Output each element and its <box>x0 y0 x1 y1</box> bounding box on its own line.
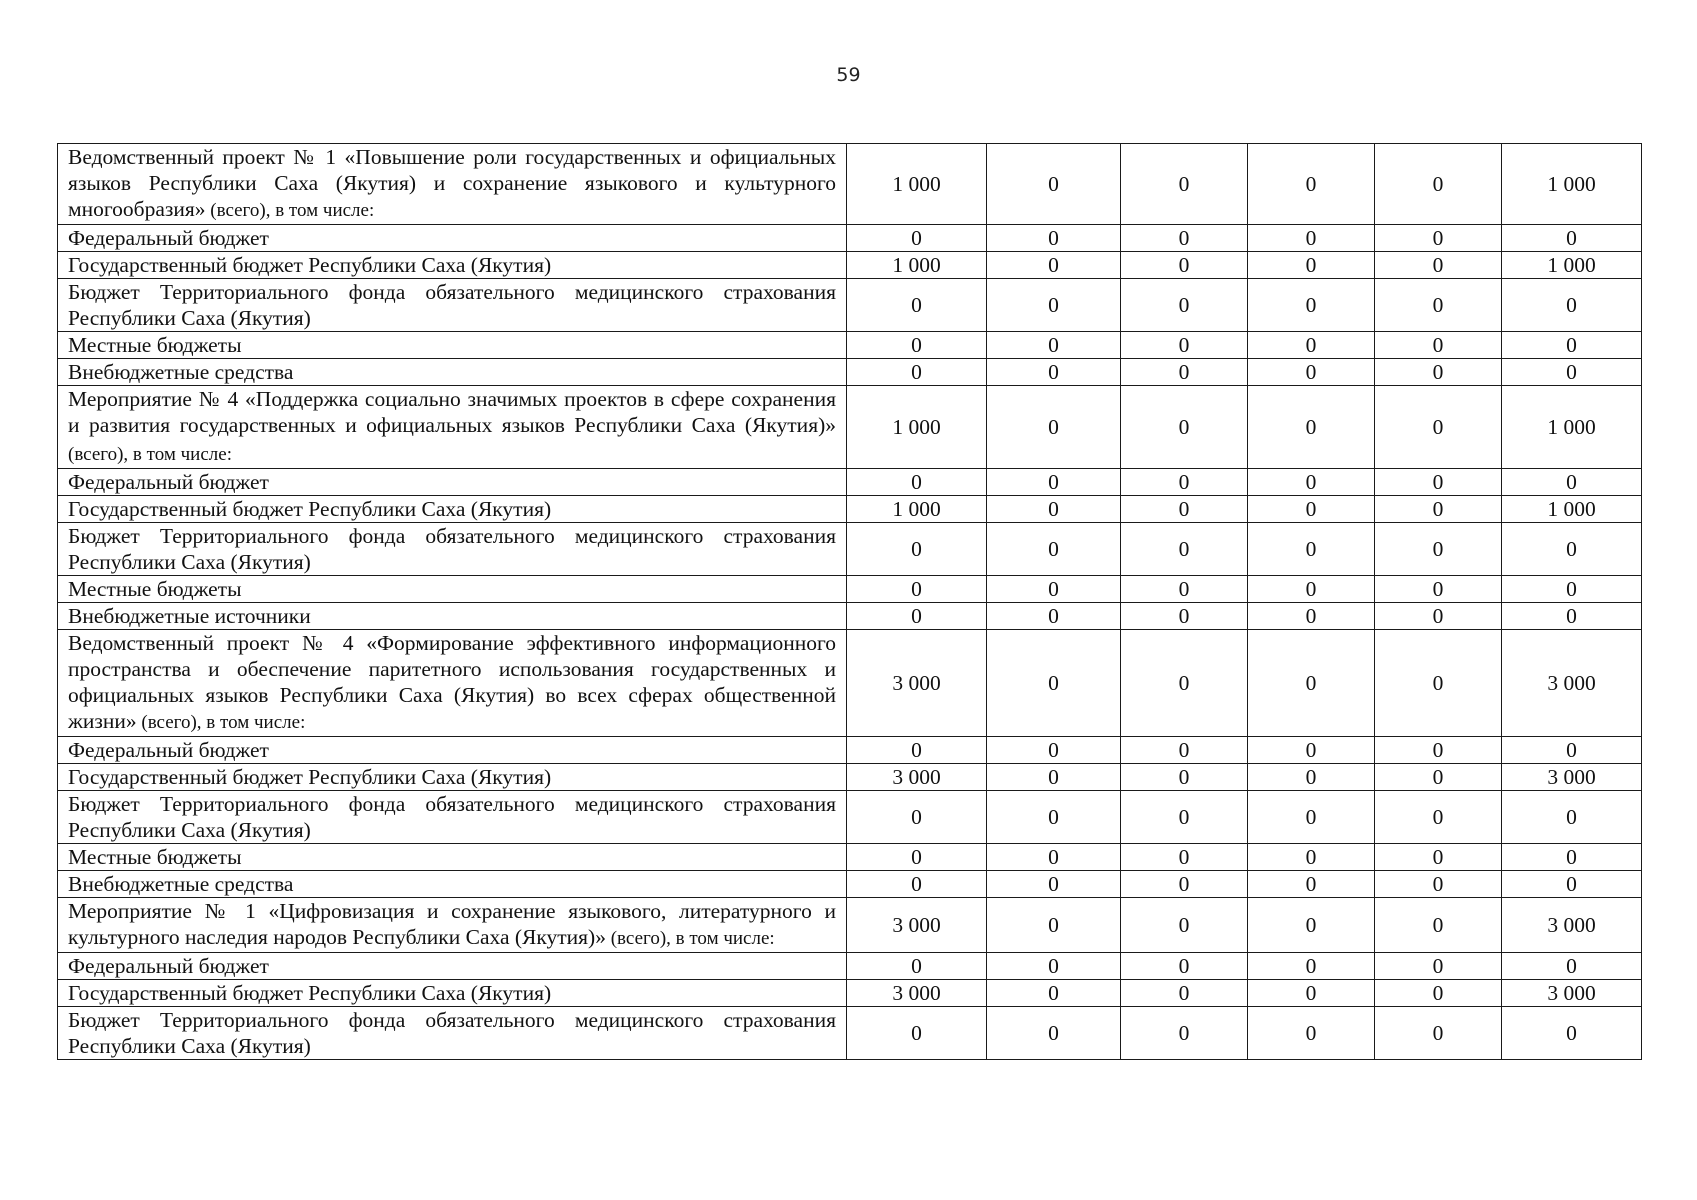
value-cell: 0 <box>1375 225 1502 252</box>
row-label <box>58 898 847 953</box>
value-cell: 0 <box>1375 898 1502 953</box>
row-label-suffix: (всего), в том числе: <box>205 200 375 221</box>
value-cell: 0 <box>987 496 1121 523</box>
value-cell: 0 <box>1375 279 1502 332</box>
value-cell: 0 <box>987 898 1121 953</box>
row-label <box>58 359 847 386</box>
row-label-text: Государственный бюджет Республики Саха (Якутия) <box>68 253 552 277</box>
value-cell: 0 <box>1375 1007 1502 1060</box>
row-label <box>58 953 847 980</box>
row-label <box>58 496 847 523</box>
budget-table <box>57 143 1642 1060</box>
value-cell: 0 <box>1121 279 1248 332</box>
row-label-text: Федеральный бюджет <box>68 226 269 250</box>
value-cell: 0 <box>1502 1007 1642 1060</box>
budget-table-body <box>58 144 1642 1060</box>
value-cell: 1 000 <box>847 144 987 225</box>
value-cell: 0 <box>987 871 1121 898</box>
row-label-suffix: (всего), в том числе: <box>136 712 306 733</box>
table-row <box>58 764 1642 791</box>
value-cell: 0 <box>1375 386 1502 469</box>
value-cell: 3 000 <box>847 980 987 1007</box>
value-cell: 0 <box>1502 791 1642 844</box>
value-cell: 1 000 <box>1502 386 1642 469</box>
row-label <box>58 332 847 359</box>
value-cell: 0 <box>1502 576 1642 603</box>
value-cell: 1 000 <box>847 496 987 523</box>
value-cell: 0 <box>1502 469 1642 496</box>
value-cell: 0 <box>847 603 987 630</box>
value-cell: 3 000 <box>1502 630 1642 737</box>
value-cell: 0 <box>1502 871 1642 898</box>
table-row <box>58 523 1642 576</box>
value-cell: 0 <box>987 576 1121 603</box>
value-cell: 0 <box>847 225 987 252</box>
value-cell: 0 <box>1121 469 1248 496</box>
value-cell: 0 <box>1121 844 1248 871</box>
value-cell: 0 <box>1375 144 1502 225</box>
value-cell: 0 <box>1375 576 1502 603</box>
value-cell: 3 000 <box>847 630 987 737</box>
row-label <box>58 225 847 252</box>
value-cell: 0 <box>1375 791 1502 844</box>
page-number: 59 <box>836 64 861 86</box>
value-cell: 3 000 <box>1502 898 1642 953</box>
value-cell: 1 000 <box>1502 144 1642 225</box>
value-cell: 0 <box>1121 359 1248 386</box>
value-cell: 0 <box>1248 332 1375 359</box>
value-cell: 0 <box>847 1007 987 1060</box>
table-row <box>58 791 1642 844</box>
value-cell: 0 <box>1121 496 1248 523</box>
value-cell: 0 <box>1121 871 1248 898</box>
table-row <box>58 469 1642 496</box>
value-cell: 0 <box>1248 576 1375 603</box>
row-label-text: Федеральный бюджет <box>68 738 269 762</box>
value-cell: 0 <box>847 576 987 603</box>
value-cell: 0 <box>1375 496 1502 523</box>
row-label <box>58 144 847 225</box>
value-cell: 0 <box>1248 144 1375 225</box>
value-cell: 0 <box>847 871 987 898</box>
value-cell: 1 000 <box>847 386 987 469</box>
row-label-text: Мероприятие № 4 «Поддержка социально значимых проектов в сфере сохранения и развития государственных и официальных языков Республики Саха (Якутия)» <box>68 387 836 437</box>
value-cell: 0 <box>987 1007 1121 1060</box>
value-cell: 0 <box>847 953 987 980</box>
value-cell: 0 <box>1121 225 1248 252</box>
value-cell: 0 <box>1502 603 1642 630</box>
value-cell: 0 <box>987 764 1121 791</box>
value-cell: 0 <box>847 469 987 496</box>
value-cell: 0 <box>1502 332 1642 359</box>
value-cell: 0 <box>1121 252 1248 279</box>
value-cell: 1 000 <box>847 252 987 279</box>
value-cell: 0 <box>987 791 1121 844</box>
table-row <box>58 737 1642 764</box>
value-cell: 0 <box>1121 791 1248 844</box>
row-label-text: Внебюджетные источники <box>68 604 311 628</box>
row-label <box>58 630 847 737</box>
value-cell: 0 <box>1248 871 1375 898</box>
row-label-text: Государственный бюджет Республики Саха (Якутия) <box>68 765 552 789</box>
value-cell: 1 000 <box>1502 496 1642 523</box>
table-row <box>58 144 1642 225</box>
row-label-text: Бюджет Территориального фонда обязательного медицинского страхования Республики Саха (Якутия) <box>68 524 836 574</box>
value-cell: 0 <box>1121 953 1248 980</box>
table-row <box>58 603 1642 630</box>
value-cell: 0 <box>1502 844 1642 871</box>
table-row <box>58 252 1642 279</box>
value-cell: 0 <box>1502 953 1642 980</box>
value-cell: 0 <box>1375 980 1502 1007</box>
row-label <box>58 764 847 791</box>
value-cell: 3 000 <box>847 764 987 791</box>
table-row <box>58 630 1642 737</box>
row-label-text: Бюджет Территориального фонда обязательного медицинского страхования Республики Саха (Якутия) <box>68 280 836 330</box>
row-label <box>58 980 847 1007</box>
row-label-text: Внебюджетные средства <box>68 872 294 896</box>
row-label <box>58 791 847 844</box>
value-cell: 0 <box>1248 225 1375 252</box>
value-cell: 0 <box>1502 225 1642 252</box>
value-cell: 0 <box>987 980 1121 1007</box>
value-cell: 0 <box>987 225 1121 252</box>
table-row <box>58 1007 1642 1060</box>
value-cell: 0 <box>1248 252 1375 279</box>
row-label-text: Государственный бюджет Республики Саха (Якутия) <box>68 497 552 521</box>
value-cell: 0 <box>1248 953 1375 980</box>
table-row <box>58 359 1642 386</box>
value-cell: 0 <box>1375 630 1502 737</box>
row-label <box>58 871 847 898</box>
value-cell: 0 <box>1502 279 1642 332</box>
table-row <box>58 980 1642 1007</box>
table-row <box>58 279 1642 332</box>
row-label <box>58 844 847 871</box>
value-cell: 0 <box>1121 980 1248 1007</box>
value-cell: 0 <box>1248 737 1375 764</box>
value-cell: 1 000 <box>1502 252 1642 279</box>
value-cell: 0 <box>1375 871 1502 898</box>
value-cell: 0 <box>1248 844 1375 871</box>
table-row <box>58 898 1642 953</box>
value-cell: 0 <box>1121 523 1248 576</box>
value-cell: 0 <box>1248 630 1375 737</box>
value-cell: 0 <box>1121 898 1248 953</box>
value-cell: 0 <box>847 359 987 386</box>
value-cell: 0 <box>1121 630 1248 737</box>
value-cell: 0 <box>1375 469 1502 496</box>
value-cell: 0 <box>987 737 1121 764</box>
value-cell: 0 <box>1248 603 1375 630</box>
value-cell: 0 <box>1375 359 1502 386</box>
value-cell: 0 <box>1121 332 1248 359</box>
row-label-text: Бюджет Территориального фонда обязательного медицинского страхования Республики Саха (Якутия) <box>68 792 836 842</box>
row-label <box>58 576 847 603</box>
value-cell: 0 <box>1121 737 1248 764</box>
value-cell: 0 <box>1248 523 1375 576</box>
value-cell: 0 <box>1248 386 1375 469</box>
value-cell: 3 000 <box>847 898 987 953</box>
value-cell: 0 <box>1375 603 1502 630</box>
value-cell: 3 000 <box>1502 980 1642 1007</box>
value-cell: 0 <box>987 359 1121 386</box>
row-label-text: Внебюджетные средства <box>68 360 294 384</box>
value-cell: 0 <box>987 523 1121 576</box>
value-cell: 0 <box>1121 603 1248 630</box>
value-cell: 0 <box>847 791 987 844</box>
row-label <box>58 252 847 279</box>
row-label-text: Местные бюджеты <box>68 577 242 601</box>
row-label-text: Государственный бюджет Республики Саха (Якутия) <box>68 981 552 1005</box>
value-cell: 0 <box>1375 252 1502 279</box>
value-cell: 0 <box>1248 764 1375 791</box>
value-cell: 0 <box>847 279 987 332</box>
value-cell: 0 <box>1121 764 1248 791</box>
row-label-text: Ведомственный проект № 1 «Повышение роли государственных и официальных языков Республики Саха (Якутия) и сохранение языкового и культурного многообразия» <box>68 145 836 221</box>
row-label-text: Федеральный бюджет <box>68 470 269 494</box>
row-label-text: Мероприятие № 1 «Цифровизация и сохранение языкового, литературного и культурного наследия народов Республики Саха (Якутия)» <box>68 899 836 949</box>
value-cell: 0 <box>1121 386 1248 469</box>
value-cell: 0 <box>987 953 1121 980</box>
value-cell: 0 <box>847 523 987 576</box>
table-row <box>58 225 1642 252</box>
value-cell: 0 <box>987 386 1121 469</box>
table-row <box>58 576 1642 603</box>
value-cell: 0 <box>987 279 1121 332</box>
row-label <box>58 386 847 469</box>
row-label-text: Местные бюджеты <box>68 333 242 357</box>
row-label <box>58 603 847 630</box>
value-cell: 0 <box>1375 953 1502 980</box>
value-cell: 0 <box>987 252 1121 279</box>
value-cell: 0 <box>1375 737 1502 764</box>
value-cell: 0 <box>1248 1007 1375 1060</box>
value-cell: 0 <box>1375 332 1502 359</box>
row-label <box>58 279 847 332</box>
row-label-suffix: (всего), в том числе: <box>68 444 232 465</box>
value-cell: 0 <box>987 469 1121 496</box>
value-cell: 0 <box>1248 496 1375 523</box>
value-cell: 0 <box>847 737 987 764</box>
value-cell: 0 <box>1248 898 1375 953</box>
row-label-text: Федеральный бюджет <box>68 954 269 978</box>
row-label <box>58 469 847 496</box>
value-cell: 0 <box>1248 469 1375 496</box>
table-row <box>58 953 1642 980</box>
table-row <box>58 386 1642 469</box>
value-cell: 0 <box>1502 359 1642 386</box>
row-label-text: Местные бюджеты <box>68 845 242 869</box>
value-cell: 3 000 <box>1502 764 1642 791</box>
row-label-suffix: (всего), в том числе: <box>605 928 775 949</box>
value-cell: 0 <box>1375 523 1502 576</box>
value-cell: 0 <box>987 844 1121 871</box>
value-cell: 0 <box>987 332 1121 359</box>
value-cell: 0 <box>1502 737 1642 764</box>
value-cell: 0 <box>1502 523 1642 576</box>
value-cell: 0 <box>1248 791 1375 844</box>
value-cell: 0 <box>1121 1007 1248 1060</box>
table-row <box>58 844 1642 871</box>
row-label <box>58 1007 847 1060</box>
row-label <box>58 523 847 576</box>
value-cell: 0 <box>1121 576 1248 603</box>
value-cell: 0 <box>847 844 987 871</box>
value-cell: 0 <box>1375 764 1502 791</box>
value-cell: 0 <box>1248 359 1375 386</box>
table-row <box>58 332 1642 359</box>
value-cell: 0 <box>1121 144 1248 225</box>
value-cell: 0 <box>1248 279 1375 332</box>
value-cell: 0 <box>987 603 1121 630</box>
table-row <box>58 496 1642 523</box>
row-label <box>58 737 847 764</box>
value-cell: 0 <box>987 144 1121 225</box>
row-label-text: Бюджет Территориального фонда обязательного медицинского страхования Республики Саха (Якутия) <box>68 1008 836 1058</box>
value-cell: 0 <box>987 630 1121 737</box>
value-cell: 0 <box>1248 980 1375 1007</box>
row-label-text: Ведомственный проект № 4 «Формирование эффективного информационного пространства и обеспечение паритетного использования государственных и официальных языков Республики Саха (Якутия) во всех сферах общественной жизни» <box>68 631 836 733</box>
value-cell: 0 <box>1375 844 1502 871</box>
table-row <box>58 871 1642 898</box>
value-cell: 0 <box>847 332 987 359</box>
